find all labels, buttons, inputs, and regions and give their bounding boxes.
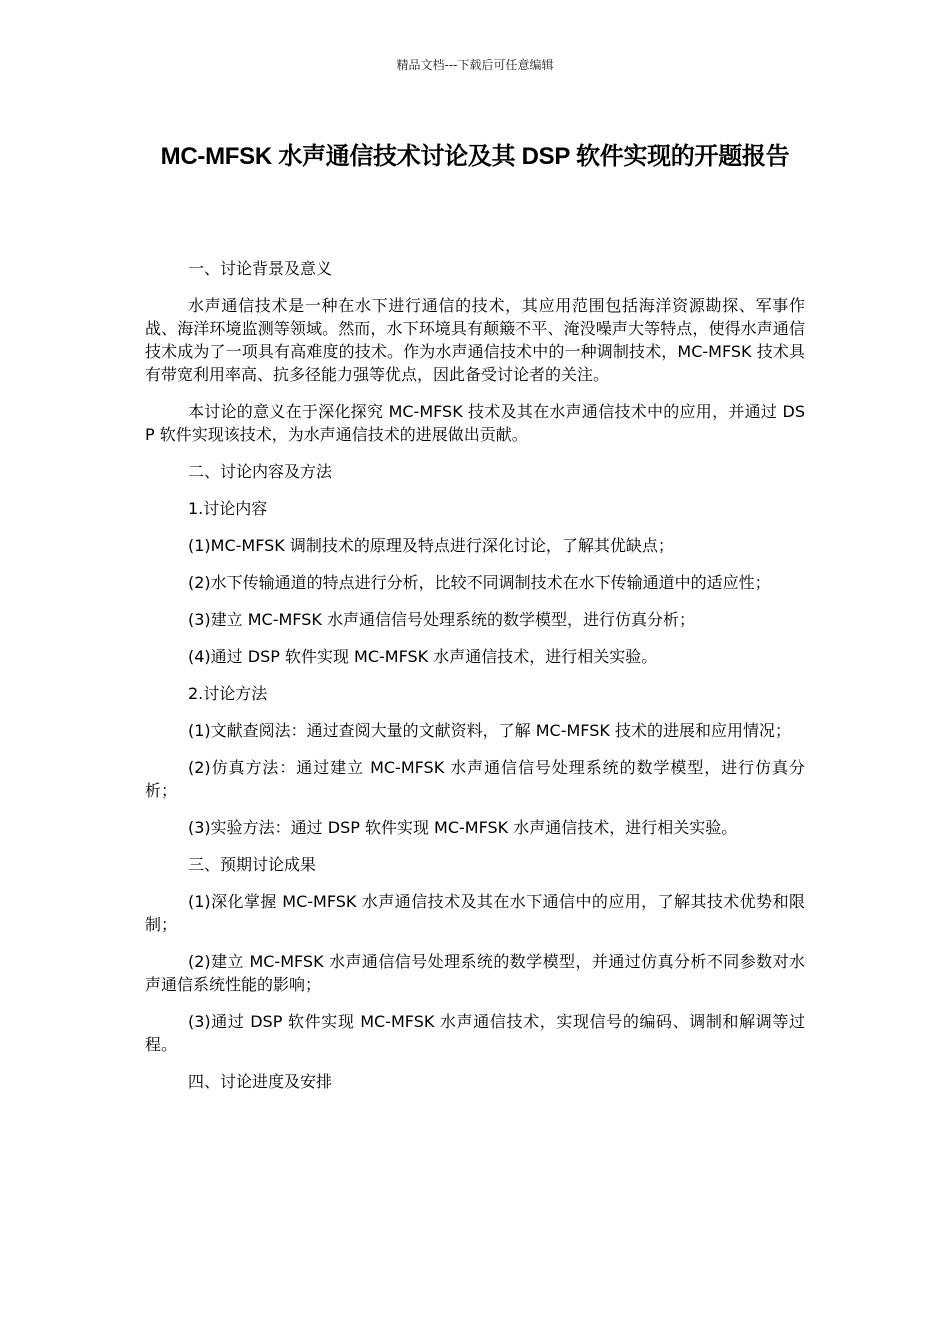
result-item-2: (2)建立 MC-MFSK 水声通信信号处理系统的数学模型，并通过仿真分析不同参数对水声通信系统性能的影响；	[145, 952, 805, 994]
paragraph-significance: 本讨论的意义在于深化探究 MC-MFSK 技术及其在水声通信技术中的应用，并通过 DSP 软件实现该技术，为水声通信技术的进展做出贡献。	[145, 402, 805, 444]
section-heading-schedule: 四、讨论进度及安排	[188, 1072, 333, 1091]
content-item-3: (3)建立 MC-MFSK 水声通信信号处理系统的数学模型，进行仿真分析；	[188, 610, 695, 629]
content-item-1: (1)MC-MFSK 调制技术的原理及特点进行深化讨论，了解其优缺点；	[188, 536, 674, 555]
document-body	[145, 257, 805, 1107]
subheading-content: 1.讨论内容	[188, 499, 268, 518]
content-item-4: (4)通过 DSP 软件实现 MC-MFSK 水声通信技术，进行相关实验。	[188, 647, 658, 666]
method-item-3: (3)实验方法：通过 DSP 软件实现 MC-MFSK 水声通信技术，进行相关实验。	[188, 818, 738, 837]
document-title: MC-MFSK 水声通信技术讨论及其 DSP 软件实现的开题报告	[160, 143, 790, 170]
section-heading-content-methods: 二、讨论内容及方法	[188, 462, 333, 481]
result-item-3: (3)通过 DSP 软件实现 MC-MFSK 水声通信技术，实现信号的编码、调制和解调等过程。	[145, 1012, 805, 1054]
method-item-1: (1)文献查阅法：通过查阅大量的文献资料，了解 MC-MFSK 技术的进展和应用情况；	[188, 721, 791, 740]
content-item-2: (2)水下传输通道的特点进行分析，比较不同调制技术在水下传输通道中的适应性；	[188, 573, 771, 592]
paragraph-background-intro: 水声通信技术是一种在水下进行通信的技术，其应用范围包括海洋资源勘探、军事作战、海洋环境监测等领域。然而，水下环境具有颠簸不平、淹没噪声大等特点，使得水声通信技术成为了一项具有高难度的技术。作为水声通信技术中的一种调制技术，MC-MFSK 技术具有带宽利用率高、抗多径能力强等优点，因此备受讨论者的关注。	[145, 296, 805, 384]
result-item-1: (1)深化掌握 MC-MFSK 水声通信技术及其在水下通信中的应用，了解其技术优势和限制；	[145, 892, 805, 934]
section-heading-background: 一、讨论背景及意义	[188, 259, 333, 278]
method-item-2: (2)仿真方法：通过建立 MC-MFSK 水声通信信号处理系统的数学模型，进行仿真分析；	[145, 758, 805, 800]
page-header: 精品文档---下载后可任意编辑	[396, 58, 554, 72]
subheading-methods: 2.讨论方法	[188, 684, 268, 703]
section-heading-expected-results: 三、预期讨论成果	[188, 855, 317, 874]
